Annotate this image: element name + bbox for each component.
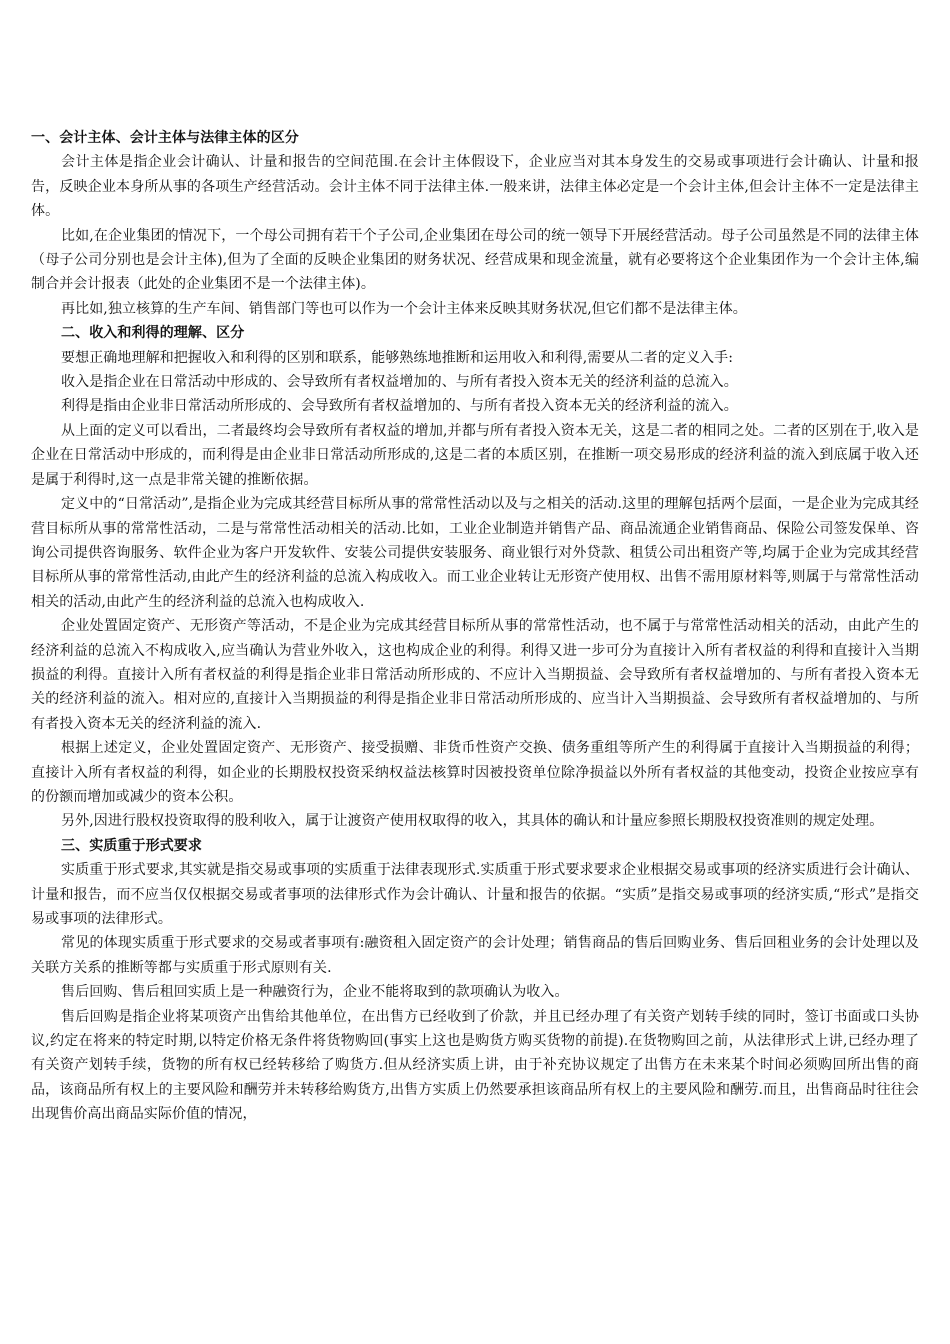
paragraph: 定义中的“日常活动”,是指企业为完成其经营目标所从事的常常性活动以及与之相关的活动.这里的理解包括两个层面，一是企业为完成其经营目标所从事的常常性活动，二是与常常性活动相关的活动.比如，工业企业制造并销售产品、商品流通企业销售商品、保险公司签发保单、咨询公司提供咨询服务、软件企业为客户开发软件、安装公司提供安装服务、商业银行对外贷款、租赁公司出租资产等,均属于企业为完成其经营目标所从事的常常性活动,由此产生的经济利益的总流入构成收入。而工业企业转让无形资产使用权、出售不需用原材料等,则属于与常常性活动相关的活动,由此产生的经济利益的总流入也构成收入. [31, 496, 919, 610]
paragraph: 售后回购、售后租回实质上是一种融资行为，企业不能将取到的款项确认为收入。 [61, 984, 569, 1001]
paragraph: 收入是指企业在日常活动中形成的、会导致所有者权益增加的、与所有者投入资本无关的经济利益的总流入。 [61, 374, 738, 391]
paragraph: 实质重于形式要求,其实就是指交易或事项的实质重于法律表现形式.实质重于形式要求要求企业根据交易或事项的经济实质进行会计确认、计量和报告，而不应当仅仅根据交易或者事项的法律形式作为会计确认、计量和报告的依据。“实质”是指交易或事项的经济实质,“形式”是指交易或事项的法律形式。 [31, 862, 919, 927]
paragraph: 根据上述定义，企业处置固定资产、无形资产、接受损赠、非货币性资产交换、债务重组等所产生的利得属于直接计入当期损益的利得；直接计入所有者权益的利得，如企业的长期股权投资采纳权益法核算时因被投资单位除净损益以外所有者权益的其他变动，投资企业按应享有的份额而增加或减少的资本公积。 [31, 740, 919, 805]
paragraph: 利得是指由企业非日常活动所形成的、会导致所有者权益增加的、与所有者投入资本无关的经济利益的流入。 [61, 398, 738, 415]
document-page [31, 126, 919, 1127]
section-heading-1: 一、会计主体、会计主体与法律主体的区分 [31, 130, 299, 146]
paragraph: 售后回购是指企业将某项资产出售给其他单位，在出售方已经收到了价款，并且已经办理了有关资产划转手续的同时，签订书面或口头协议,约定在将来的特定时期,以特定价格无条件将货物购回(事实上这也是购货方购买货物的前提).在货物购回之前，从法律形式上讲,已经办理了有关资产划转手续，货物的所有权已经转移给了购货方.但从经济实质上讲，由于补充协议规定了出售方在未来某个时间必须购回所出售的商品，该商品所有权上的主要风险和酬劳并未转移给购货方,出售方实质上仍然要承担该商品所有权上的主要风险和酬劳.而且，出售商品时往往会出现售价高出商品实际价值的情况， [31, 1008, 919, 1123]
section-heading-2: 二、收入和利得的理解、区分 [61, 325, 245, 342]
paragraph: 常见的体现实质重于形式要求的交易或者事项有:融资租入固定资产的会计处理；销售商品的售后回购业务、售后回租业务的会计处理以及关联方关系的推断等都与实质重于形式原则有关. [31, 935, 919, 976]
paragraph: 比如,在企业集团的情况下，一个母公司拥有若干个子公司,企业集团在母公司的统一领导下开展经营活动。母子公司虽然是不同的法律主体（母子公司分别也是会计主体),但为了全面的反映企业集团的财务状况、经营成果和现金流量，就有必要将这个企业集团作为一个会计主体,编制合并会计报表（此处的企业集团不是一个法律主体)。 [31, 227, 919, 293]
paragraph: 另外,因进行股权投资取得的股利收入，属于让渡资产使用权取得的收入，其具体的确认和计量应参照长期股权投资准则的规定处理。 [61, 813, 884, 830]
section-heading-3: 三、实质重于形式要求 [61, 837, 202, 854]
paragraph: 从上面的定义可以看出，二者最终均会导致所有者权益的增加,并都与所有者投入资本无关，这是二者的相同之处。二者的区别在于,收入是企业在日常活动中形成的，而利得是由企业非日常活动所形成的,这是二者的本质区别，在推断一项交易形成的经济利益的流入到底属于收入还是属于利得时,这一点是非常关键的推断依据。 [31, 422, 919, 488]
paragraph: 会计主体是指企业会计确认、计量和报告的空间范围.在会计主体假设下，企业应当对其本身发生的交易或事项进行会计确认、计量和报告，反映企业本身所从事的各项生产经营活动。会计主体不同于法律主体.一般来讲，法律主体必定是一个会计主体,但会计主体不一定是法律主体。 [31, 154, 919, 220]
paragraph: 再比如,独立核算的生产车间、销售部门等也可以作为一个会计主体来反映其财务状况,但它们都不是法律主体。 [61, 300, 747, 317]
paragraph: 要想正确地理解和把握收入和利得的区别和联系，能够熟练地推断和运用收入和利得,需要从二者的定义入手: [61, 349, 734, 366]
paragraph: 企业处置固定资产、无形资产等活动，不是企业为完成其经营目标所从事的常常性活动，也不属于与常常性活动相关的活动，由此产生的经济利益的总流入不构成收入,应当确认为营业外收入，这也构成企业的利得。利得又进一步可分为直接计入所有者权益的利得和直接计入当期损益的利得。直接计入所有者权益的利得是指企业非日常活动所形成的、不应计入当期损益、会导致所有者权益增加的、与所有者投入资本无关的经济利益的流入。相对应的,直接计入当期损益的利得是指企业非日常活动所形成的、应当计入当期损益、会导致所有者权益增加的、与所有者投入资本无关的经济利益的流入. [31, 618, 919, 732]
